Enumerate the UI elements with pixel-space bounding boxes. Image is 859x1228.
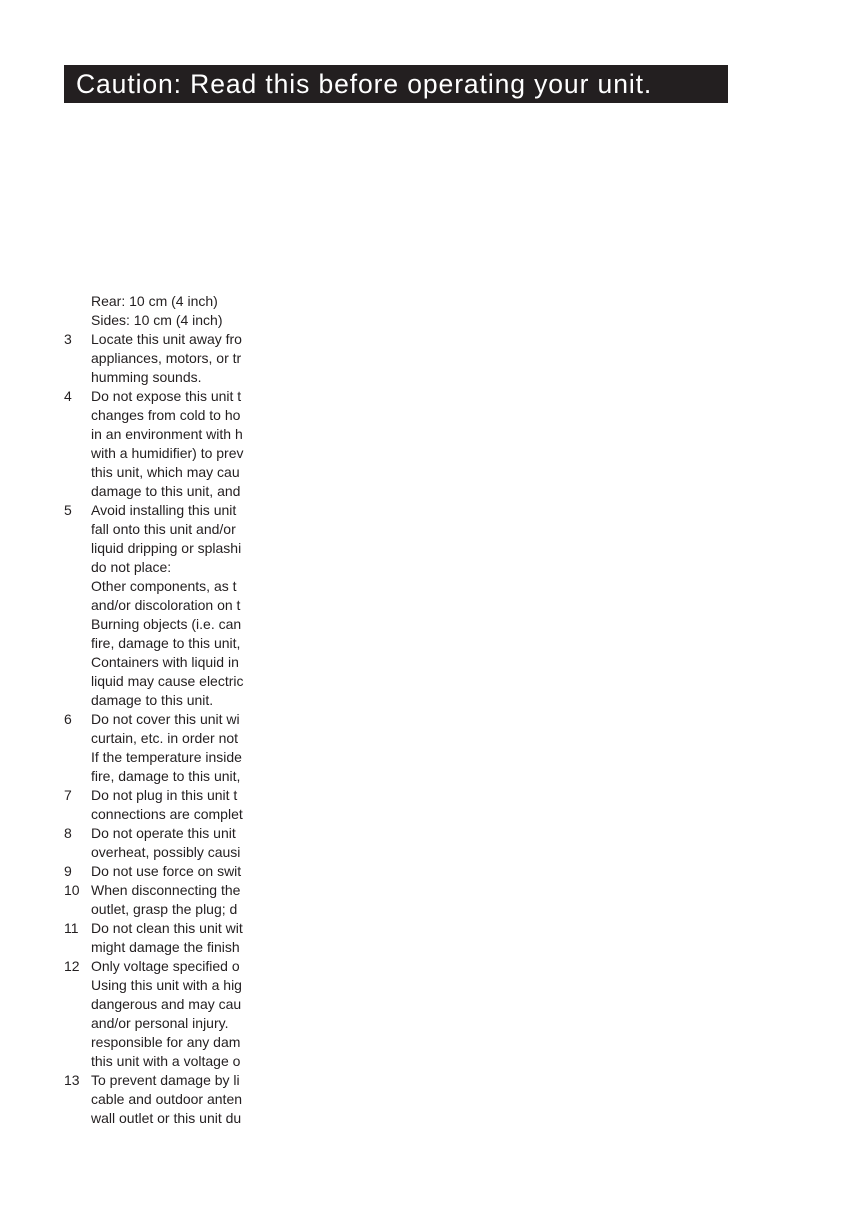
list-item-line	[64, 748, 268, 767]
item-text: Rear: 10 cm (4 inch)	[91, 293, 218, 309]
item-text: do not place:	[91, 559, 172, 575]
item-text: overheat, possibly causi	[91, 844, 241, 860]
list-item-line	[64, 1052, 268, 1071]
list-item-line	[64, 1014, 268, 1033]
list-item-line	[64, 1090, 268, 1109]
item-number: 5	[64, 502, 72, 518]
list-item-start	[64, 881, 268, 900]
list-item-line	[64, 349, 268, 368]
list-item-start	[64, 330, 268, 349]
list-item-line	[64, 976, 268, 995]
item-number: 11	[64, 920, 79, 936]
item-text: Using this unit with a hig	[91, 977, 242, 993]
list-item-line	[64, 596, 268, 615]
list-item-line	[64, 672, 268, 691]
item-text: and/or personal injury.	[91, 1015, 229, 1031]
item-text: Containers with liquid in	[91, 654, 239, 670]
item-text: appliances, motors, or tr	[91, 350, 242, 366]
list-item-line	[64, 938, 268, 957]
list-item-line	[64, 615, 268, 634]
list-item-line	[64, 406, 268, 425]
item-text: Sides: 10 cm (4 inch)	[91, 312, 223, 328]
item-text: Burning objects (i.e. can	[91, 616, 242, 632]
item-text: outlet, grasp the plug; d	[91, 901, 238, 917]
item-number: 7	[64, 787, 72, 803]
item-text: fire, damage to this unit,	[91, 768, 241, 784]
item-number: 8	[64, 825, 72, 841]
item-text: Avoid installing this unit	[91, 502, 237, 518]
item-text: responsible for any dam	[91, 1034, 241, 1050]
item-text: Do not operate this unit	[91, 825, 236, 841]
item-text: fall onto this unit and/or	[91, 521, 236, 537]
item-text: Do not expose this unit t	[91, 388, 242, 404]
list-item-start	[64, 862, 268, 881]
list-item-line	[64, 292, 268, 311]
item-text: liquid dripping or splashi	[91, 540, 242, 556]
list-item-start	[64, 919, 268, 938]
item-number: 6	[64, 711, 72, 727]
item-text: Do not plug in this unit t	[91, 787, 238, 803]
list-item-line	[64, 691, 268, 710]
list-item-line	[64, 900, 268, 919]
item-number: 13	[64, 1072, 80, 1088]
list-item-start	[64, 824, 268, 843]
item-text: Do not cover this unit wi	[91, 711, 240, 727]
item-text: damage to this unit, and	[91, 483, 241, 499]
caution-list	[64, 292, 268, 1128]
item-number: 4	[64, 388, 72, 404]
list-item-line	[64, 843, 268, 862]
item-number: 9	[64, 863, 72, 879]
list-item-line	[64, 425, 268, 444]
list-item-line	[64, 520, 268, 539]
item-text: in an environment with h	[91, 426, 243, 442]
item-text: To prevent damage by li	[91, 1072, 240, 1088]
list-item-line	[64, 539, 268, 558]
item-text: curtain, etc. in order not	[91, 730, 239, 746]
list-item-line	[64, 482, 268, 501]
list-item-line	[64, 1033, 268, 1052]
list-item-line	[64, 311, 268, 330]
item-text: and/or discoloration on t	[91, 597, 241, 613]
item-text: humming sounds.	[91, 369, 202, 385]
list-item-line	[64, 634, 268, 653]
list-item-line	[64, 463, 268, 482]
item-text: fire, damage to this unit,	[91, 635, 241, 651]
list-item-start	[64, 710, 268, 729]
item-text: wall outlet or this unit du	[91, 1110, 242, 1126]
item-text: connections are complet	[91, 806, 243, 822]
item-text: When disconnecting the	[91, 882, 241, 898]
item-number: 3	[64, 331, 72, 347]
item-text: changes from cold to ho	[91, 407, 241, 423]
list-item-line	[64, 805, 268, 824]
item-number: 12	[64, 958, 80, 974]
list-item-line	[64, 767, 268, 786]
item-text: this unit, which may cau	[91, 464, 240, 480]
list-item-line	[64, 729, 268, 748]
list-item-line	[64, 1109, 268, 1128]
item-text: damage to this unit.	[91, 692, 214, 708]
item-text: might damage the finish	[91, 939, 240, 955]
item-text: with a humidifier) to prev	[91, 445, 244, 461]
item-text: If the temperature inside	[91, 749, 242, 765]
list-item-start	[64, 786, 268, 805]
list-item-line	[64, 577, 268, 596]
list-item-line	[64, 368, 268, 387]
list-item-start	[64, 387, 268, 406]
item-text: Do not clean this unit wit	[91, 920, 243, 936]
list-item-line	[64, 653, 268, 672]
item-text: cable and outdoor anten	[91, 1091, 243, 1107]
item-text: dangerous and may cau	[91, 996, 242, 1012]
list-item-start	[64, 1071, 268, 1090]
list-item-line	[64, 995, 268, 1014]
page-title: Caution: Read this before operating your unit.	[64, 65, 728, 103]
list-item-start	[64, 501, 268, 520]
item-text: Other components, as t	[91, 578, 237, 594]
list-item-line	[64, 558, 268, 577]
item-text: Only voltage specified o	[91, 958, 240, 974]
item-text: this unit with a voltage o	[91, 1053, 241, 1069]
list-item-line	[64, 444, 268, 463]
item-text: liquid may cause electric	[91, 673, 244, 689]
item-number: 10	[64, 882, 80, 898]
list-item-start	[64, 957, 268, 976]
item-text: Locate this unit away fro	[91, 331, 242, 347]
item-text: Do not use force on swit	[91, 863, 242, 879]
